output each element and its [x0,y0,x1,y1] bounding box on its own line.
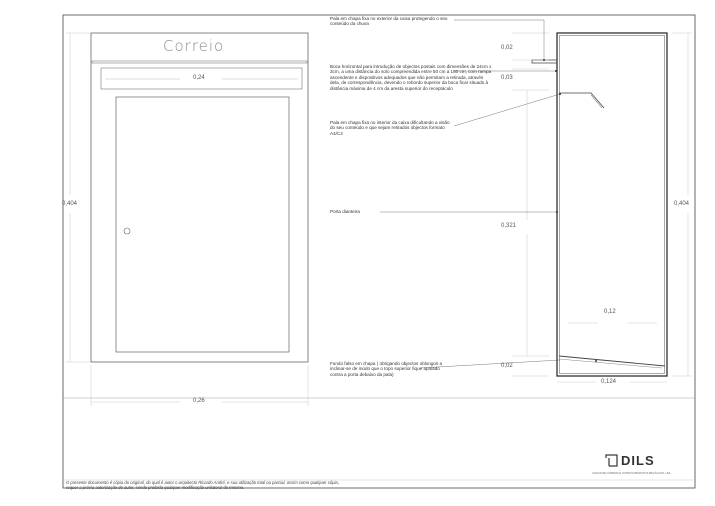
section-dimensions [512,33,692,382]
rain-plate-front [92,61,307,63]
dim-box-height-right: 0,404 [674,201,690,207]
note-false-bottom: Fundo falso em chapa ( obrigando objectos oblongos a inclinar-se de modo que o topo superior fique apoiado contra a porta debaixo da pala) [330,361,443,377]
dim-top-plate: 0,02 [501,45,513,51]
dim-box-width: 0,26 [193,398,205,404]
note-inner-plate: Pala em chapa fixa no interior da caixa dificultando a visão do seu conteúdo e que sejam retirados objectos formato A4/C4 [330,120,450,136]
dim-outer-depth: 0,124 [601,379,617,385]
dim-door-height: 0,321 [501,223,517,229]
dim-slot-width: 0,24 [193,75,205,81]
section-view [532,33,667,376]
note-front-door: Porta dianteira [330,209,360,214]
front-outer-frame [91,33,308,362]
note-mail-slot: Boca horizontal para introdução de objectos postais com dimensões de 24cm x 3cm, a uma distância do solo compreendida entre 50 cm a 160 cm, com rampa ascendente e dispositivos adequados que não permitam a retirada, através dela, de correspondência, devendo o rebordo superior da boca ficar situado à distância máxima de 4 cm da aresta superior do receptáculo [330,64,492,91]
brand-tagline: CAIXAS DE CORREIO E OUTROS PRODUTOS METÁLICOS, LDA [592,472,671,475]
dils-logo-icon [603,455,617,467]
false-bottom [559,356,665,366]
inner-plate [559,93,604,108]
note-rain-plate: Pala em chapa fixa no exterior da caixa protegendo o seu conteúdo da chuva [330,16,448,27]
brand-name: DILS [621,453,655,468]
dim-slot-height: 0,03 [501,75,513,81]
footer-line-1: O presente documento é cópia do original, do qual é autor o arquitecto Ricardo André, e sua utilização total ou parcial, assim como qualquer cópia, [66,480,339,485]
dim-bottom-plate: 0,02 [501,363,513,369]
dim-box-height-left: 0,404 [62,201,78,207]
dim-inner-depth: 0,12 [604,309,616,315]
front-view [91,33,308,362]
door-lock [124,228,130,234]
footer-line-2: requer a prévia autorização do autor, sendo proibida qualquer modificação unilateral do mesmo. [66,485,245,490]
leader-dots [543,59,597,362]
section-outer [557,33,667,376]
mailbox-title: Correio [163,37,225,55]
front-door [116,97,289,352]
